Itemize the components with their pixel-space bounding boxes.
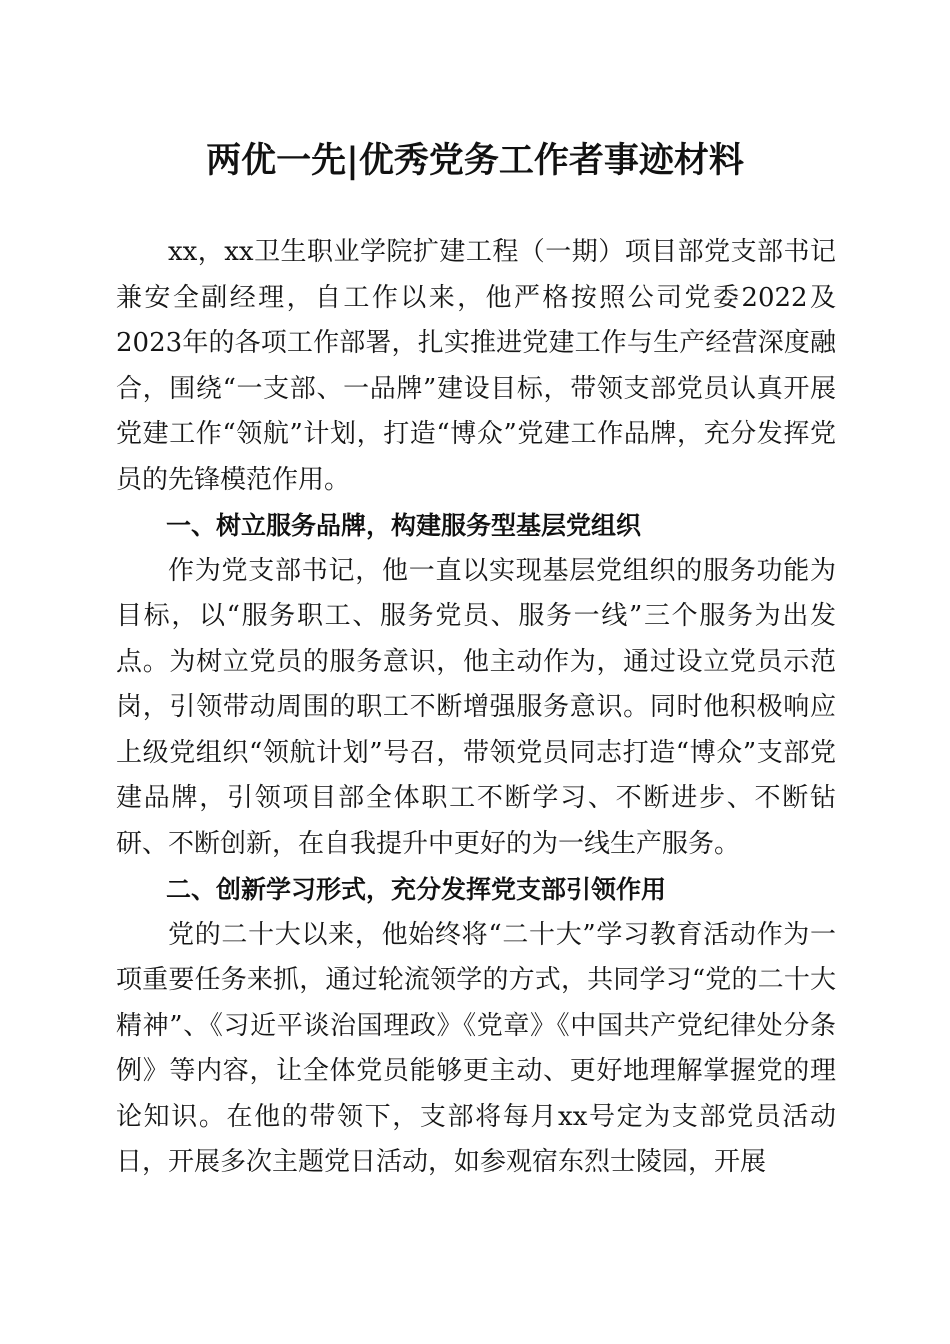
section-1-paragraph: 作为党支部书记，他一直以实现基层党组织的服务功能为目标，以“服务职工、服务党员、服务一线”三个服务为出发点。为树立党员的服务意识，他主动作为，通过设立党员示范岗，引领带动周围的职工不断增强服务意识。同时他积极响应上级党组织“领航计划”号召，带领党员同志打造“博众”支部党建品牌，引领项目部全体职工不断学习、不断进步、不断钻研、不断创新，在自我提升中更好的为一线生产服务。 xyxy=(116,555,836,859)
document-title: 两优一先|优秀党务工作者事迹材料 xyxy=(206,140,744,181)
intro-paragraph: xx，xx卫生职业学院扩建工程（一期）项目部党支部书记兼安全副经理，自工作以来，他严格按照公司党委2022及2023年的各项工作部署，扎实推进党建工作与生产经营深度融合，围绕“一支部、一品牌”建设目标，带领支部党员认真开展党建工作“领航”计划，打造“博众”党建工作品牌，充分发挥党员的先锋模范作用。 xyxy=(116,237,836,495)
section-2-heading: 二、创新学习形式，充分发挥党支部引领作用 xyxy=(166,875,667,904)
document-body xyxy=(116,230,836,1186)
section-1-heading: 一、树立服务品牌，构建服务型基层党组织 xyxy=(166,511,642,540)
section-2-paragraph: 党的二十大以来，他始终将“二十大”学习教育活动作为一项重要任务来抓，通过轮流领学的方式，共同学习“党的二十大精神”、《习近平谈治国理政》《党章》《中国共产党纪律处分条例》等内容，让全体党员能够更主动、更好地理解掌握党的理论知识。在他的带领下，支部将每月xx号定为支部党员活动日，开展多次主题党日活动，如参观宿东烈士陵园，开展 xyxy=(116,919,836,1177)
